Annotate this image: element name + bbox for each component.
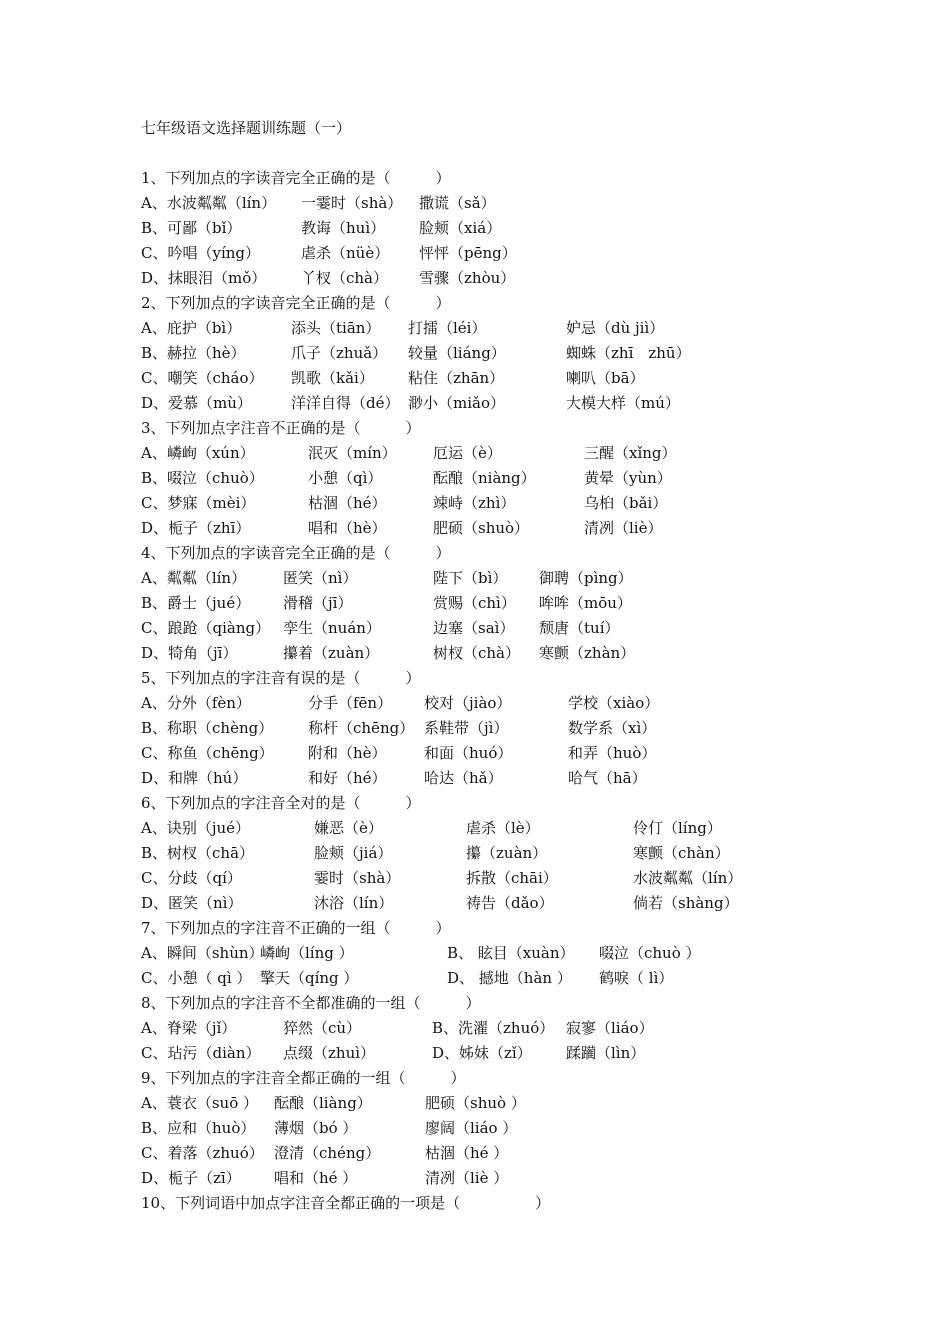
option-item: 树杈（chà） bbox=[433, 644, 521, 662]
option-item: 和弄（huò） bbox=[568, 744, 657, 762]
option-item: 一霎时（shà） bbox=[301, 194, 403, 212]
option-item: A、庇护（bì） bbox=[141, 319, 242, 337]
option-item: 寂寥（liáo） bbox=[566, 1019, 654, 1037]
option-row bbox=[141, 641, 921, 666]
option-item: 酝酿（liàng） bbox=[274, 1094, 372, 1112]
option-item: B、可鄙（bǐ） bbox=[141, 219, 242, 237]
option-item: 打擂（léi） bbox=[408, 319, 487, 337]
option-item: 和好（hé） bbox=[308, 769, 387, 787]
option-item: D、和牌（hú） bbox=[141, 769, 248, 787]
question-stem: 8、下列加点的字注音不全都准确的一组（ ） bbox=[141, 994, 481, 1012]
option-item: 攥着（zuàn） bbox=[283, 644, 380, 662]
option-item: 撒谎（sǎ） bbox=[419, 194, 496, 212]
question-stem: 6、下列加点的字注音全对的是（ ） bbox=[141, 794, 421, 812]
option-item: A、水波粼粼（lín） bbox=[141, 194, 277, 212]
option-item: 哞哞（mōu） bbox=[539, 594, 632, 612]
option-item: B、 眩目（xuàn） bbox=[447, 944, 575, 962]
option-item: 滑稽（jī） bbox=[283, 594, 353, 612]
option-item: 拆散（chāi） bbox=[466, 869, 558, 887]
option-row bbox=[141, 241, 921, 266]
option-item: 较量（liáng） bbox=[408, 344, 506, 362]
option-item: 颓唐（tuí） bbox=[539, 619, 620, 637]
option-item: 廖阔（liáo ） bbox=[425, 1119, 518, 1137]
option-row bbox=[141, 1116, 921, 1141]
option-item: 妒忌（dù jiì） bbox=[566, 319, 665, 337]
option-item: 雪骤（zhòu） bbox=[419, 269, 516, 287]
option-item: 澄清（chéng） bbox=[274, 1144, 381, 1162]
option-item: 喇叭（bā） bbox=[566, 369, 645, 387]
option-item: D、犄角（jī） bbox=[141, 644, 238, 662]
option-item: 厄运（è） bbox=[433, 444, 502, 462]
option-item: 怦怦（pēng） bbox=[419, 244, 517, 262]
option-row bbox=[141, 966, 921, 991]
option-item: 称杆（chēng） bbox=[308, 719, 415, 737]
option-item: 清冽（liè） bbox=[584, 519, 663, 537]
option-item: 泯灭（mín） bbox=[308, 444, 397, 462]
option-item: 丫杈（chà） bbox=[301, 269, 389, 287]
option-item: 虐杀（lè） bbox=[466, 819, 540, 837]
option-item: A、诀别（jué） bbox=[141, 819, 251, 837]
option-item: D、姊妹（zǐ） bbox=[432, 1044, 532, 1062]
option-item: 匿笑（nì） bbox=[283, 569, 358, 587]
option-item: 霎时（shà） bbox=[314, 869, 401, 887]
option-item: C、称鱼（chēng） bbox=[141, 744, 274, 762]
option-row bbox=[141, 216, 921, 241]
option-item: A、脊梁（jǐ） bbox=[141, 1019, 237, 1037]
question-stem: 5、下列加点的字注音有误的是（ ） bbox=[141, 669, 421, 687]
question-stem: 7、下列加点的字注音不正确的一组（ ） bbox=[141, 919, 451, 937]
option-item: C、分歧（qí） bbox=[141, 869, 242, 887]
option-item: 附和（hè） bbox=[308, 744, 387, 762]
option-row bbox=[141, 341, 921, 366]
option-item: 大模大样（mú） bbox=[566, 394, 680, 412]
option-item: C、着落（zhuó） bbox=[141, 1144, 264, 1162]
option-item: C、吟唱（yíng） bbox=[141, 244, 261, 262]
option-item: 小憩（qì） bbox=[308, 469, 383, 487]
option-item: 粘住（zhān） bbox=[408, 369, 505, 387]
option-row bbox=[141, 566, 921, 591]
option-item: 水波粼粼（lín） bbox=[633, 869, 743, 887]
option-item: 薄烟（bó ） bbox=[274, 1119, 358, 1137]
option-item: 猝然（cù） bbox=[283, 1019, 362, 1037]
option-item: 肥硕（shuò） bbox=[433, 519, 530, 537]
option-item: 倘若（shàng） bbox=[633, 894, 739, 912]
option-row bbox=[141, 816, 921, 841]
option-item: 蹂躏（lìn） bbox=[566, 1044, 646, 1062]
option-item: D、 撼地（hàn ） bbox=[447, 969, 572, 987]
question-list bbox=[141, 166, 921, 1216]
option-item: 唱和（hè） bbox=[308, 519, 387, 537]
option-item: D、栀子（zī） bbox=[141, 1169, 241, 1187]
option-item: 寒颤（chàn） bbox=[633, 844, 730, 862]
option-item: 沐浴（lín） bbox=[314, 894, 394, 912]
question-stem: 4、下列加点的字读音完全正确的是（ ） bbox=[141, 544, 451, 562]
option-item: 蜘蛛（zhī zhū） bbox=[566, 344, 691, 362]
option-item: 啜泣（chuò ） bbox=[599, 944, 701, 962]
option-item: D、匿笑（nì） bbox=[141, 894, 243, 912]
option-item: B、称职（chèng） bbox=[141, 719, 274, 737]
option-row bbox=[141, 1166, 921, 1191]
option-item: 寒颤（zhàn） bbox=[539, 644, 636, 662]
option-item: 枯涸（hé） bbox=[308, 494, 387, 512]
option-item: B、爵士（jué） bbox=[141, 594, 251, 612]
option-item: C、踉跄（qiàng） bbox=[141, 619, 271, 637]
option-row bbox=[141, 1041, 921, 1066]
option-item: C、小憩（ qì ） bbox=[141, 969, 252, 987]
option-item: 渺小（miǎo） bbox=[408, 394, 505, 412]
option-item: 枯涸（hé ） bbox=[425, 1144, 509, 1162]
question-stem: 3、下列加点字注音不正确的是（ ） bbox=[141, 419, 421, 437]
option-item: 嶙峋（líng ） bbox=[260, 944, 354, 962]
option-item: 教诲（huì） bbox=[301, 219, 386, 237]
option-item: 数学系（xì） bbox=[568, 719, 657, 737]
option-item: 赏赐（chì） bbox=[433, 594, 516, 612]
option-item: 三醒（xǐng） bbox=[584, 444, 677, 462]
option-row bbox=[141, 191, 921, 216]
option-item: 攥（zuàn） bbox=[466, 844, 548, 862]
option-row bbox=[141, 316, 921, 341]
option-item: B、赫拉（hè） bbox=[141, 344, 246, 362]
option-row bbox=[141, 366, 921, 391]
option-row bbox=[141, 466, 921, 491]
option-row bbox=[141, 391, 921, 416]
option-item: 爪子（zhuǎ） bbox=[291, 344, 388, 362]
option-row bbox=[141, 841, 921, 866]
option-item: 肥硕（shuò ） bbox=[425, 1094, 526, 1112]
option-row bbox=[141, 591, 921, 616]
option-item: 黄晕（yùn） bbox=[584, 469, 672, 487]
option-item: 御聘（pìng） bbox=[539, 569, 633, 587]
option-item: 脸颊（xiá） bbox=[419, 219, 502, 237]
option-item: B、洗濯（zhuó） bbox=[432, 1019, 555, 1037]
option-row bbox=[141, 616, 921, 641]
question-stem: 1、下列加点的字读音完全正确的是（ ） bbox=[141, 169, 451, 187]
option-item: 清冽（liè ） bbox=[425, 1169, 509, 1187]
option-item: 和面（huó） bbox=[424, 744, 513, 762]
option-item: 虐杀（nüè） bbox=[301, 244, 390, 262]
option-row bbox=[141, 691, 921, 716]
option-item: 校对（jiào） bbox=[424, 694, 512, 712]
document-title: 七年级语文选择题训练题（一） bbox=[141, 119, 352, 137]
option-item: D、抹眼泪（mǒ） bbox=[141, 269, 267, 287]
option-item: 唱和（hé ） bbox=[274, 1169, 358, 1187]
option-row bbox=[141, 516, 921, 541]
option-item: C、嘲笑（cháo） bbox=[141, 369, 264, 387]
option-item: 凯歌（kǎi） bbox=[291, 369, 374, 387]
option-item: 学校（xiào） bbox=[568, 694, 660, 712]
option-item: 哈气（hā） bbox=[568, 769, 647, 787]
option-item: 洋洋自得（dé） bbox=[291, 394, 400, 412]
option-item: 酝酿（niàng） bbox=[433, 469, 536, 487]
option-row bbox=[141, 266, 921, 291]
option-item: 边塞（saì） bbox=[433, 619, 515, 637]
option-item: D、栀子（zhī） bbox=[141, 519, 251, 537]
option-item: 孪生（nuán） bbox=[283, 619, 381, 637]
option-row bbox=[141, 1141, 921, 1166]
option-item: 系鞋带（jì） bbox=[424, 719, 509, 737]
option-item: 陛下（bì） bbox=[433, 569, 508, 587]
option-row bbox=[141, 941, 921, 966]
option-item: 乌桕（bǎi） bbox=[584, 494, 668, 512]
option-row bbox=[141, 741, 921, 766]
option-row bbox=[141, 441, 921, 466]
option-item: 哈达（hǎ） bbox=[424, 769, 503, 787]
option-item: B、啜泣（chuò） bbox=[141, 469, 264, 487]
question-stem: 10、下列词语中加点字注音全都正确的一项是（ ） bbox=[141, 1194, 551, 1212]
question-stem: 9、下列加点的字注音全都正确的一组（ ） bbox=[141, 1069, 466, 1087]
option-item: 擎天（qíng ） bbox=[260, 969, 359, 987]
option-item: 鹤唳（ lì） bbox=[599, 969, 674, 987]
option-row bbox=[141, 491, 921, 516]
option-item: 竦峙（zhì） bbox=[433, 494, 516, 512]
option-item: B、应和（huò） bbox=[141, 1119, 256, 1137]
option-row bbox=[141, 766, 921, 791]
option-item: C、梦寐（mèi） bbox=[141, 494, 256, 512]
option-item: D、爱慕（mù） bbox=[141, 394, 252, 412]
option-item: 添头（tiān） bbox=[291, 319, 381, 337]
question-stem: 2、下列加点的字读音完全正确的是（ ） bbox=[141, 294, 451, 312]
option-item: A、粼粼（lín） bbox=[141, 569, 247, 587]
option-item: 分手（fēn） bbox=[308, 694, 393, 712]
option-row bbox=[141, 716, 921, 741]
option-item: B、树杈（chā） bbox=[141, 844, 255, 862]
option-item: 祷告（dǎo） bbox=[466, 894, 554, 912]
option-item: A、瞬间（shùn） bbox=[141, 944, 264, 962]
option-item: 嫌恶（è） bbox=[314, 819, 383, 837]
option-item: 点缀（zhuì） bbox=[283, 1044, 376, 1062]
option-row bbox=[141, 866, 921, 891]
option-item: 脸颊（jiá） bbox=[314, 844, 393, 862]
option-item: 伶仃（líng） bbox=[633, 819, 722, 837]
option-item: C、玷污（diàn） bbox=[141, 1044, 261, 1062]
option-row bbox=[141, 1091, 921, 1116]
option-item: A、嶙峋（xún） bbox=[141, 444, 255, 462]
option-row bbox=[141, 891, 921, 916]
option-item: A、蓑衣（suō ） bbox=[141, 1094, 258, 1112]
document-page bbox=[141, 116, 921, 1216]
option-row bbox=[141, 1016, 921, 1041]
option-item: A、分外（fèn） bbox=[141, 694, 251, 712]
